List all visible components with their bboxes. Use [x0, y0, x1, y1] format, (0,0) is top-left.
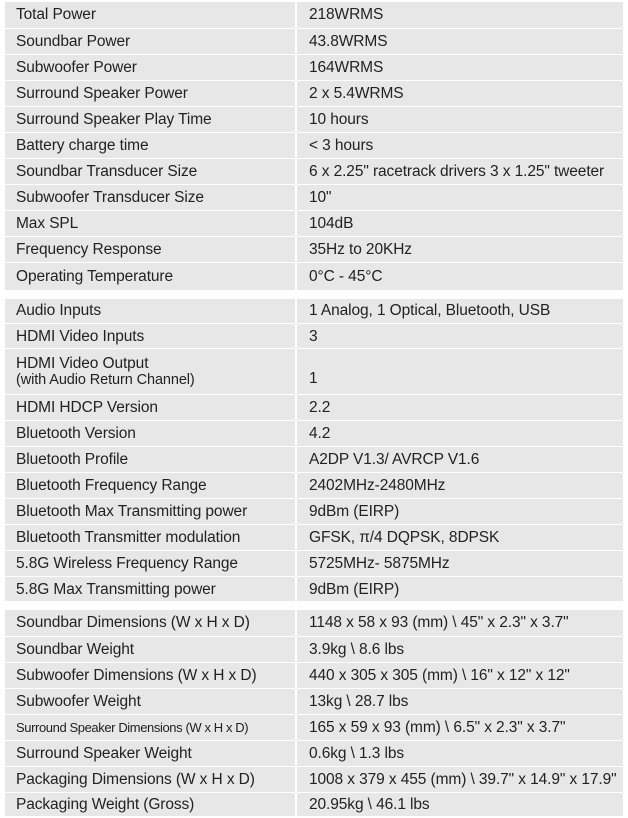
table-row [5, 473, 623, 499]
spec-value: 218WRMS [296, 2, 623, 28]
spec-label: Bluetooth Frequency Range [5, 473, 296, 499]
spec-label: Packaging Dimensions (W x H x D) [5, 766, 296, 792]
spec-value: 35Hz to 20KHz [296, 236, 623, 262]
spec-value: < 3 hours [296, 132, 623, 158]
table-row [5, 688, 623, 714]
spec-label: Max SPL [5, 210, 296, 236]
table-row [5, 577, 623, 602]
spec-label: Surround Speaker Power [5, 80, 296, 106]
table-row [5, 395, 623, 421]
spec-value: 5725MHz- 5875MHz [296, 551, 623, 577]
table-row [5, 210, 623, 236]
spec-value: 6 x 2.25" racetrack drivers 3 x 1.25" tweeter [296, 158, 623, 184]
spec-label: Soundbar Dimensions (W x H x D) [5, 610, 296, 636]
spec-label-line2: (with Audio Return Channel) [16, 371, 195, 388]
spec-label: Audio Inputs [5, 299, 296, 324]
table-row [5, 525, 623, 551]
spec-label: Frequency Response [5, 236, 296, 262]
table-row [5, 54, 623, 80]
spec-value: 10 hours [296, 106, 623, 132]
spec-value: 43.8WRMS [296, 28, 623, 54]
table-row [5, 184, 623, 210]
spec-label: Surround Speaker Dimensions (W x H x D) [5, 714, 296, 740]
spec-label: Subwoofer Power [5, 54, 296, 80]
spec-value: GFSK, π/4 DQPSK, 8DPSK [296, 525, 623, 551]
spec-label: Surround Speaker Weight [5, 740, 296, 766]
spec-label: Operating Temperature [5, 262, 296, 290]
spec-label: Soundbar Weight [5, 636, 296, 662]
table-row [5, 158, 623, 184]
table-row [5, 324, 623, 349]
spec-value: 9dBm (EIRP) [296, 577, 623, 602]
table-row [5, 132, 623, 158]
table-row [5, 636, 623, 662]
spec-value: A2DP V1.3/ AVRCP V1.6 [296, 447, 623, 473]
table-row [5, 236, 623, 262]
spec-label: 5.8G Max Transmitting power [5, 577, 296, 602]
table-row [5, 610, 623, 636]
spec-table-audio [5, 2, 623, 291]
table-row [5, 740, 623, 766]
spec-label: Subwoofer Weight [5, 688, 296, 714]
table-row [5, 551, 623, 577]
spec-label: Total Power [5, 2, 296, 28]
spec-label: Soundbar Transducer Size [5, 158, 296, 184]
table-row [5, 662, 623, 688]
table-row [5, 28, 623, 54]
table-row [5, 499, 623, 525]
spec-value: 20.95kg \ 46.1 lbs [296, 792, 623, 816]
table-row [5, 299, 623, 324]
spec-label: Bluetooth Transmitter modulation [5, 525, 296, 551]
table-row [5, 714, 623, 740]
spec-label: Bluetooth Profile [5, 447, 296, 473]
spec-value: 2402MHz-2480MHz [296, 473, 623, 499]
spec-label: Subwoofer Dimensions (W x H x D) [5, 662, 296, 688]
table-row [5, 421, 623, 447]
spec-label: HDMI HDCP Version [5, 395, 296, 421]
spec-label: 5.8G Wireless Frequency Range [5, 551, 296, 577]
table-row [5, 80, 623, 106]
table-row [5, 792, 623, 816]
spec-label: Packaging Weight (Gross) [5, 792, 296, 816]
spec-label: Surround Speaker Play Time [5, 106, 296, 132]
spec-value: 1 [296, 349, 623, 395]
spec-label [5, 349, 296, 395]
spec-table-dimensions [5, 610, 623, 817]
spec-label: Battery charge time [5, 132, 296, 158]
spec-value: 165 x 59 x 93 (mm) \ 6.5" x 2.3" x 3.7" [296, 714, 623, 740]
spec-value: 3.9kg \ 8.6 lbs [296, 636, 623, 662]
spec-value: 2.2 [296, 395, 623, 421]
spec-value: 164WRMS [296, 54, 623, 80]
spec-label: Bluetooth Max Transmitting power [5, 499, 296, 525]
spec-value: 1008 x 379 x 455 (mm) \ 39.7" x 14.9" x 17.9" [296, 766, 623, 792]
table-row [5, 349, 623, 395]
table-row [5, 106, 623, 132]
table-row [5, 2, 623, 28]
spec-value: 10" [296, 184, 623, 210]
spec-value: 440 x 305 x 305 (mm) \ 16" x 12" x 12" [296, 662, 623, 688]
spec-value: 0°C - 45°C [296, 262, 623, 290]
spec-value: 4.2 [296, 421, 623, 447]
spec-value: 0.6kg \ 1.3 lbs [296, 740, 623, 766]
spec-value: 9dBm (EIRP) [296, 499, 623, 525]
spec-table-connectivity [5, 299, 623, 603]
spec-value: 104dB [296, 210, 623, 236]
table-row [5, 766, 623, 792]
spec-label: HDMI Video Inputs [5, 324, 296, 349]
spec-value: 1 Analog, 1 Optical, Bluetooth, USB [296, 299, 623, 324]
spec-label: Bluetooth Version [5, 421, 296, 447]
table-row [5, 262, 623, 290]
spec-label: Subwoofer Transducer Size [5, 184, 296, 210]
spec-value: 3 [296, 324, 623, 349]
spec-value: 13kg \ 28.7 lbs [296, 688, 623, 714]
spec-value: 2 x 5.4WRMS [296, 80, 623, 106]
table-row [5, 447, 623, 473]
spec-label-line1: HDMI Video Output [16, 354, 149, 372]
spec-label: Soundbar Power [5, 28, 296, 54]
spec-sheet [5, 2, 623, 817]
spec-value: 1148 x 58 x 93 (mm) \ 45" x 2.3" x 3.7" [296, 610, 623, 636]
